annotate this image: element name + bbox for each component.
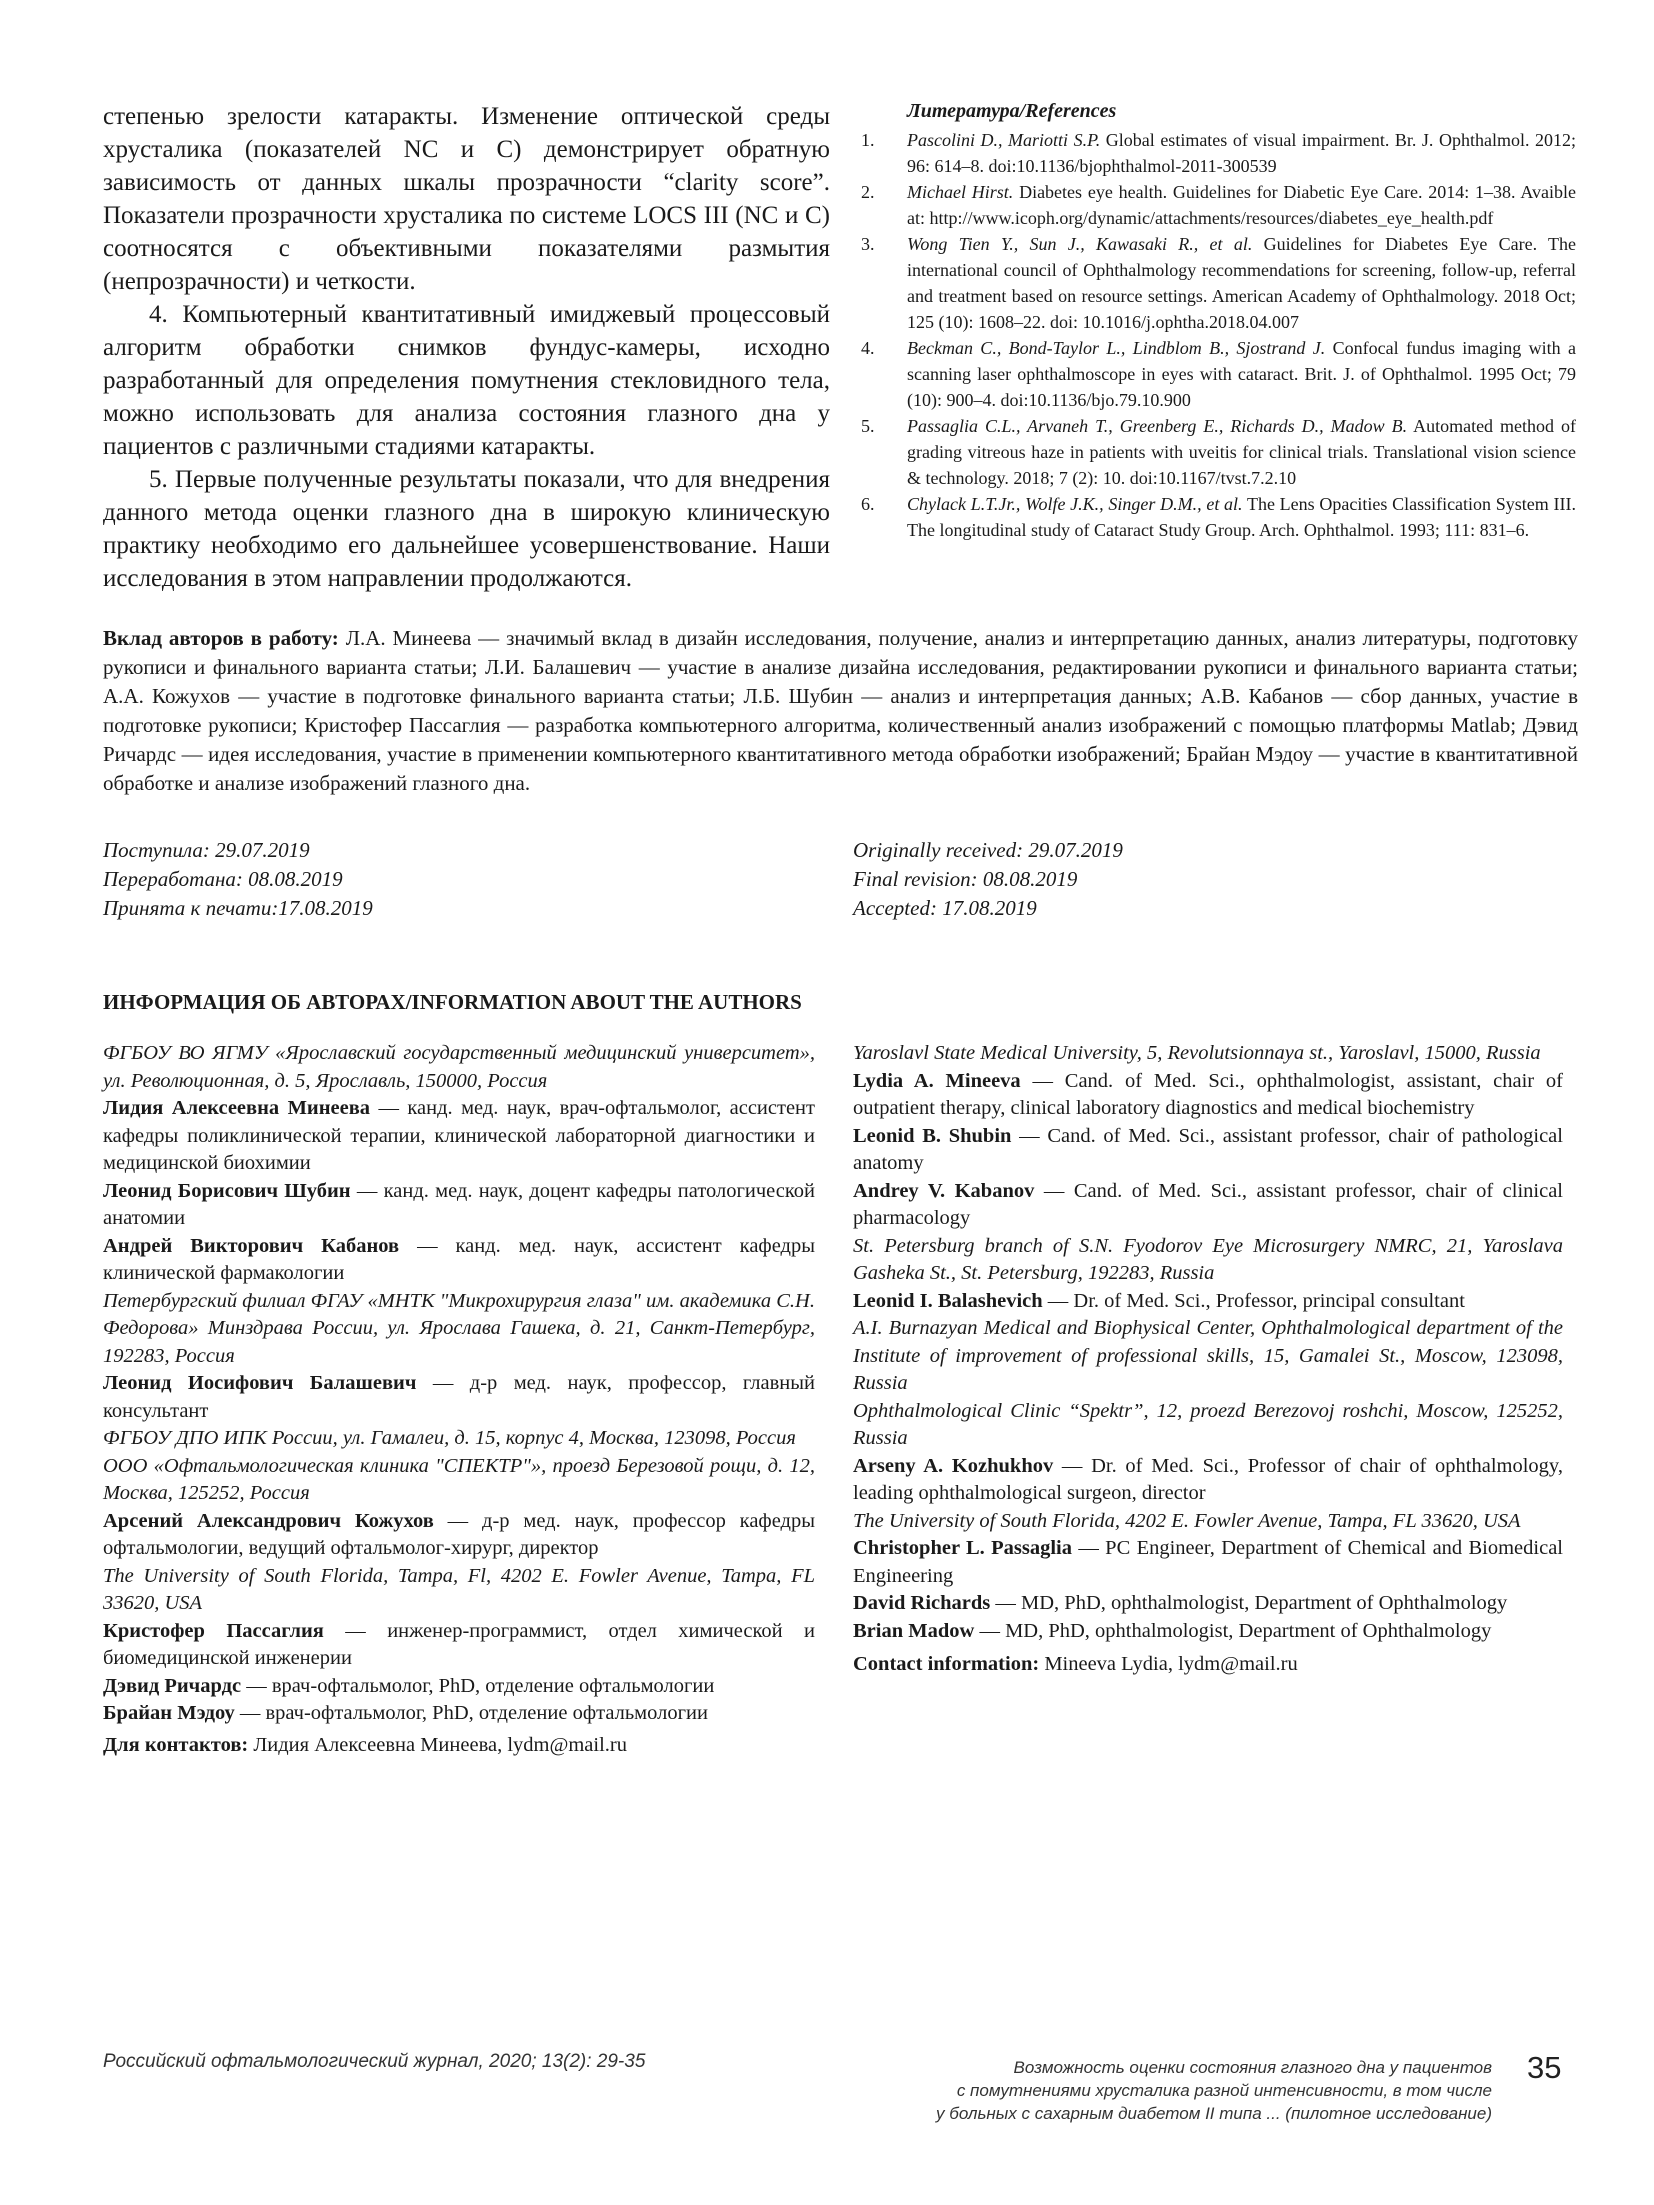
entry-text: A.I. Burnazyan Medical and Biophysical Center, Ophthalmological department of the Institute of improvement of professional skills, 15, Gamalei St., Moscow, 123098, Russia — [853, 1317, 1563, 1394]
reference-authors: Beckman C., Bond-Taylor L., Lindblom B., Sjostrand J. — [907, 338, 1326, 358]
author-entry — [853, 1590, 1563, 1618]
author-entry — [103, 1700, 815, 1728]
author-name: Brian Madow — [853, 1619, 975, 1642]
date-accepted-ru: Принята к печати:17.08.2019 — [103, 896, 373, 920]
reference-number: 5. — [861, 416, 875, 436]
entry-text: — Cand. of Med. Sci., ophthalmologist, assistant, chair of outpatient therapy, clinical laboratory diagnostics and medical biochemistry — [853, 1069, 1563, 1119]
entry-text: — PC Engineer, Department of Chemical and Biomedical Engineering — [853, 1537, 1563, 1587]
affiliation-entry — [853, 1233, 1563, 1288]
author-name: Лидия Алексеевна Минеева — [103, 1097, 371, 1119]
date-received-en: Originally received: 29.07.2019 — [853, 838, 1123, 862]
author-entry — [103, 1673, 815, 1701]
running-title — [820, 2056, 1492, 2125]
entry-text: — MD, PhD, ophthalmologist, Department of Ophthalmology — [990, 1592, 1508, 1614]
affiliation-entry — [103, 1040, 815, 1095]
reference-body: Confocal fundus imaging with a scanning laser ophthalmoscope in eyes with cataract. Brit. J. of Ophthalmol. 1995 Oct; 79 (10): 900–4. doi:10.1136/bjo.79.10.900 — [907, 338, 1576, 410]
reference-list — [861, 127, 1576, 543]
entry-text: The University of South Florida, Tampa, Fl, 4202 E. Fowler Avenue, Tampa, FL 33620, USA — [103, 1564, 815, 1614]
reference-authors: Chylack L.T.Jr., Wolfe J.K., Singer D.M., et al. — [907, 494, 1243, 514]
entry-text: — канд. мед. наук, ассистент кафедры клинической фармакологии — [103, 1234, 815, 1284]
running-title-line-2: с помутнениями хрусталика разной интенсивности, в том числе — [956, 2081, 1492, 2100]
entry-text: — канд. мед. наук, врач-офтальмолог, ассистент кафедры поликлинической терапии, клинической лабораторной диагностики и медицинской биохимии — [103, 1097, 815, 1174]
reference-text — [907, 127, 1576, 179]
entry-text: — Dr. of Med. Sci., Professor, principal consultant — [1042, 1289, 1465, 1312]
reference-number: 2. — [861, 182, 875, 202]
affiliation-entry — [103, 1453, 815, 1508]
body-text-column — [103, 100, 830, 595]
entry-text: Yaroslavl State Medical University, 5, Revolutsionnaya st., Yaroslavl, 15000, Russia — [853, 1042, 1541, 1064]
entry-text: ФГБОУ ДПО ИПК России, ул. Гамалеи, д. 15, корпус 4, Москва, 123098, Россия — [103, 1427, 796, 1449]
body-paragraph-2: 4. Компьютерный квантитативный имиджевый процессовый алгоритм обработки снимков фундус-камеры, исходно разработанный для определения помутнения стекловидного тела, можно использовать для анализа состояния глазного дна у пациентов с различными стадиями катаракты. — [103, 301, 830, 460]
reference-text — [907, 335, 1576, 413]
reference-number: 4. — [861, 338, 875, 358]
entry-text: Ophthalmological Clinic “Spektr”, 12, proezd Berezovoj roshchi, Moscow, 125252, Russia — [853, 1399, 1563, 1449]
reference-body: Guidelines for Diabetes Eye Care. The international council of Ophthalmology recommendations for screening, follow-up, referral and treatment based on resource settings. American Academy of Ophthalmology. 2018 Oct; 125 (10): 1608–22. doi: 10.1016/j.ophtha.2018.04.007 — [907, 234, 1576, 332]
reference-body: Diabetes eye health. Guidelines for Diabetic Eye Care. 2014: 1–38. Avaible at: http://www.icoph.org/dynamic/attachments/resources/diabetes_eye_health.pdf — [907, 182, 1576, 228]
entry-text: — врач-офтальмолог, PhD, отделение офтальмологии — [234, 1702, 708, 1724]
author-entry — [103, 1370, 815, 1425]
entry-text: — Cand. of Med. Sci., assistant professor, chair of pathological anatomy — [853, 1124, 1563, 1174]
reference-number: 3. — [861, 234, 875, 254]
reference-item — [861, 127, 1576, 179]
entry-text: — канд. мед. наук, доцент кафедры патологической анатомии — [103, 1179, 816, 1229]
dates-ru — [103, 836, 803, 923]
entry-text: The University of South Florida, 4202 E. Fowler Avenue, Tampa, FL 33620, USA — [853, 1509, 1521, 1532]
date-received-ru: Поступила: 29.07.2019 — [103, 838, 310, 862]
author-entry — [853, 1651, 1563, 1679]
reference-authors: Michael Hirst. — [907, 182, 1014, 202]
date-accepted-en: Accepted: 17.08.2019 — [853, 896, 1037, 920]
entry-text: ФГБОУ ВО ЯГМУ «Ярославский государственный медицинский университет», ул. Революционная, д. 5, Ярославль, 150000, Россия — [103, 1042, 815, 1092]
entry-text: — инженер-программист, отдел химической и биомедицинской инженерии — [103, 1619, 815, 1669]
author-name: Леонид Борисович Шубин — [103, 1179, 351, 1202]
author-name: Андрей Викторович Кабанов — [103, 1234, 400, 1257]
reference-text — [907, 413, 1576, 491]
authors-info-en — [853, 1040, 1563, 1679]
reference-item — [861, 413, 1576, 491]
references-column — [861, 100, 1576, 543]
reference-body: Automated method of grading vitreous haze in patients with uveitis for clinical trials. Translational vision science & technology. 2018; 7 (2): 10. doi:10.1167/tvst.7.2.10 — [907, 416, 1576, 488]
entry-text: — MD, PhD, ophthalmologist, Department of Ophthalmology — [974, 1619, 1492, 1642]
reference-number: 6. — [861, 494, 875, 514]
author-name: Леонид Иосифович Балашевич — [103, 1372, 417, 1394]
author-name: Arseny A. Kozhukhov — [853, 1454, 1054, 1477]
author-entry — [853, 1178, 1563, 1233]
author-entry — [103, 1732, 815, 1760]
author-name: Andrey V. Kabanov — [853, 1179, 1035, 1202]
author-entry — [103, 1233, 815, 1288]
journal-citation: Российский офтальмологический журнал, 2020; 13(2): 29-35 — [103, 2051, 646, 2072]
reference-number: 1. — [861, 130, 875, 150]
contribution-text: Л.А. Минеева — значимый вклад в дизайн исследования, получение, анализ и интерпретацию данных, анализ литературы, подготовку рукописи и финального варианта статьи; Л.И. Балашевич — участие в анализе дизайна исследования, редактировании рукописи и финального варианта статьи; А.А. Кожухов — участие в подготовке финального варианта статьи; Л.Б. Шубин — анализ и интерпретация данных; А.В. Кабанов — сбор данных, участие в подготовке рукописи; Кристофер Пассаглия — разработка компьютерного алгоритма, количественный анализ изображений с помощью платформы Matlab; Дэвид Ричардс — идея исследования, участие в применении компьютерного квантитативного метода обработки изображений; Брайан Мэдоу — участие в квантитативной обработке и анализе изображений глазного дна. — [103, 626, 1578, 795]
affiliation-entry — [853, 1508, 1563, 1536]
author-name: Дэвид Ричардс — [103, 1674, 242, 1697]
reference-authors: Passaglia C.L., Arvaneh T., Greenberg E., Richards D., Madow B. — [907, 416, 1408, 436]
entry-text: — Dr. of Med. Sci., Professor of chair of ophthalmology, leading ophthalmological surgeon, director — [853, 1454, 1563, 1504]
author-entry — [103, 1618, 815, 1673]
reference-body: Global estimates of visual impairment. Br. J. Ophthalmol. 2012; 96: 614–8. doi:10.1136/bjophthalmol-2011-300539 — [907, 130, 1576, 176]
reference-text — [907, 179, 1576, 231]
reference-item — [861, 179, 1576, 231]
entry-text: — врач-офтальмолог, PhD, отделение офтальмологии — [241, 1674, 715, 1697]
affiliation-entry — [103, 1563, 815, 1618]
author-name: Кристофер Пассаглия — [103, 1619, 324, 1642]
entry-text: — д-р мед. наук, профессор кафедры офтальмологии, ведущий офтальмолог-хирург, директор — [103, 1509, 815, 1559]
running-title-line-3: у больных с сахарным диабетом II типа ... (пилотное исследование) — [936, 2104, 1492, 2123]
author-name: David Richards — [853, 1592, 991, 1614]
author-name: Для контактов: — [103, 1733, 249, 1756]
author-name: Contact information: — [853, 1653, 1040, 1675]
author-contribution — [103, 624, 1578, 798]
entry-text: Mineeva Lydia, lydm@mail.ru — [1039, 1653, 1298, 1675]
entry-text: Петербургский филиал ФГАУ «МНТК "Микрохирургия глаза" им. академика С.Н. Федорова» Минздрава России, ул. Ярослава Гашека, д. 21, Санкт-Петербург, 192283, Россия — [103, 1289, 815, 1367]
date-revised-ru: Переработана: 08.08.2019 — [103, 867, 343, 891]
author-name: Christopher L. Passaglia — [853, 1537, 1073, 1559]
author-entry — [853, 1068, 1563, 1123]
reference-item — [861, 231, 1576, 335]
affiliation-entry — [853, 1315, 1563, 1398]
running-title-line-1: Возможность оценки состояния глазного дна у пациентов — [1013, 2058, 1492, 2077]
dates-en — [853, 836, 1553, 923]
date-revised-en: Final revision: 08.08.2019 — [853, 867, 1078, 891]
author-entry — [853, 1453, 1563, 1508]
entry-text: ООО «Офтальмологическая клиника "СПЕКТР"», проезд Березовой рощи, д. 12, Москва, 125252, Россия — [103, 1454, 815, 1504]
body-paragraph-3: 5. Первые полученные результаты показали, что для внедрения данного метода оценки глазного дна в широкую клиническую практику необходимо его дальнейшее усовершенствование. Наши исследования в этом направлении продолжаются. — [103, 466, 830, 592]
authors-info-heading: ИНФОРМАЦИЯ ОБ АВТОРАХ/INFORMATION ABOUT THE AUTHORS — [103, 990, 802, 1014]
affiliation-entry — [853, 1040, 1563, 1068]
authors-info-ru — [103, 1040, 815, 1759]
reference-item — [861, 335, 1576, 413]
author-entry — [103, 1178, 815, 1233]
author-entry — [103, 1095, 815, 1178]
author-name: Leonid I. Balashevich — [853, 1289, 1043, 1312]
affiliation-entry — [853, 1398, 1563, 1453]
author-name: Брайан Мэдоу — [103, 1702, 235, 1724]
entry-text: St. Petersburg branch of S.N. Fyodorov Eye Microsurgery NMRC, 21, Yaroslava Gasheka St., St. Petersburg, 192283, Russia — [853, 1234, 1563, 1284]
author-entry — [853, 1288, 1563, 1316]
reference-body: The Lens Opacities Classification System III. The longitudinal study of Cataract Study Group. Arch. Ophthalmol. 1993; 111: 831–6. — [907, 494, 1576, 540]
affiliation-entry — [103, 1425, 815, 1453]
author-name: Lydia A. Mineeva — [853, 1069, 1021, 1092]
body-paragraph-1: степенью зрелости катаракты. Изменение оптической среды хрусталика (показателей NC и C) демонстрирует обратную зависимость от данных шкалы прозрачности “clarity score”. Показатели прозрачности хрусталика по системе LOCS III (NC и C) соотносятся с объективными показателями размытия (непрозрачности) и четкости. — [103, 103, 830, 295]
reference-text — [907, 231, 1576, 335]
reference-authors: Pascolini D., Mariotti S.P. — [907, 130, 1101, 150]
author-entry — [853, 1123, 1563, 1178]
references-title: Литература/References — [907, 100, 1117, 122]
author-name: Leonid B. Shubin — [853, 1124, 1012, 1147]
author-name: Арсений Александрович Кожухов — [103, 1509, 434, 1532]
page-number: 35 — [1527, 2050, 1562, 2085]
author-entry — [853, 1535, 1563, 1590]
entry-text: — д-р мед. наук, профессор, главный консультант — [103, 1372, 815, 1422]
reference-item — [861, 491, 1576, 543]
reference-text — [907, 491, 1576, 543]
contribution-label: Вклад авторов в работу: — [103, 626, 339, 650]
entry-text: Лидия Алексеевна Минеева, lydm@mail.ru — [248, 1733, 627, 1756]
author-entry — [103, 1508, 815, 1563]
affiliation-entry — [103, 1288, 815, 1371]
author-entry — [853, 1618, 1563, 1646]
reference-authors: Wong Tien Y., Sun J., Kawasaki R., et al. — [907, 234, 1253, 254]
entry-text: — Cand. of Med. Sci., assistant professor, chair of clinical pharmacology — [853, 1179, 1563, 1229]
